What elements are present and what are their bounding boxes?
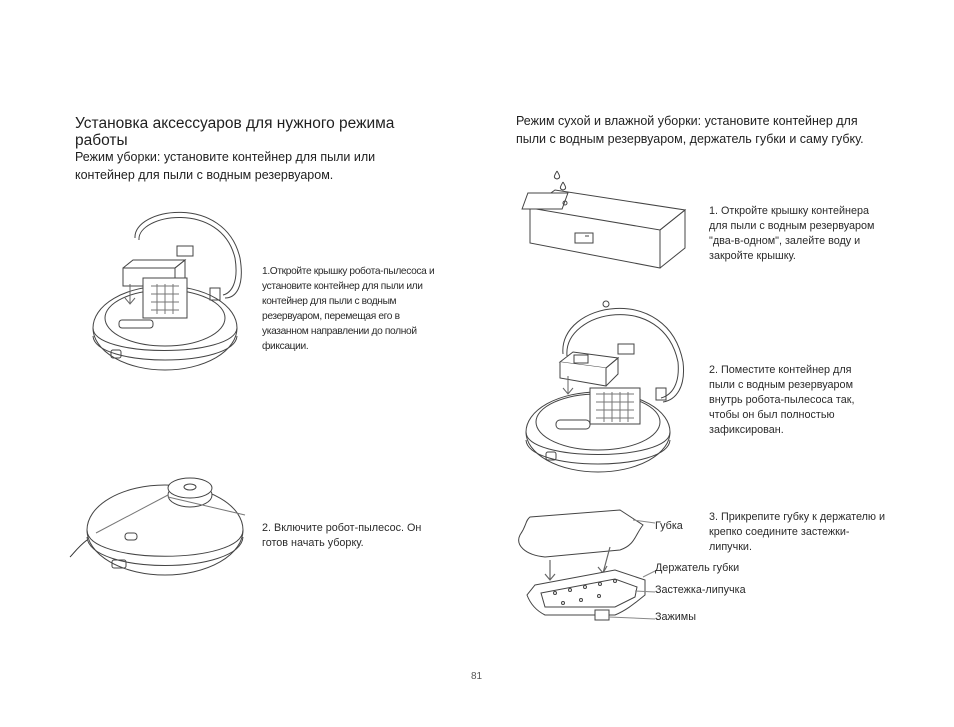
robot-open-lid-icon (85, 198, 245, 378)
left-step2-caption: 2. Включите робот-пылесос. Он готов начать уборку. (262, 522, 422, 549)
right-step3-caption: 3. Прикрепите губку к держателю и крепко соедините застежки-липучки. (709, 511, 886, 553)
right-step2-caption: 2. Поместите контейнер для пыли с водным резервуаром внутрь робота-пылесоса так, чтобы он был полностью зафиксирован. (709, 364, 855, 436)
label-sponge-holder: Держатель губки (655, 562, 740, 574)
label-sponge: Губка (655, 520, 683, 532)
left-step1-caption: 1.Откройте крышку робота-пылесоса и установите контейнер для пыли или контейнер для пыли с водным резервуаром, перемещая его в указанном направлении до полной фиксации. (262, 266, 435, 352)
right-title: Режим сухой и влажной уборки: установите контейнер для пыли с водным резервуаром, держатель губки и саму губку. (516, 114, 864, 146)
mop-assembly-icon (515, 505, 655, 627)
left-subtitle: Режим уборки: установите контейнер для пыли или контейнер для пыли с водным резервуаром. (75, 150, 376, 182)
water-tank-icon (525, 168, 690, 283)
right-step1-caption: 1. Откройте крышку контейнера для пыли с водным резервуаром "два-в-одном", залейте воду и закройте крышку. (709, 205, 875, 262)
robot-closed-icon (70, 475, 245, 585)
robot-open-tank-icon (518, 292, 688, 477)
left-title: Установка аксессуаров для нужного режима работы (75, 115, 395, 149)
page-number: 81 (471, 671, 483, 682)
label-clips: Зажимы (655, 611, 696, 623)
label-velcro: Застежка-липучка (655, 584, 746, 596)
